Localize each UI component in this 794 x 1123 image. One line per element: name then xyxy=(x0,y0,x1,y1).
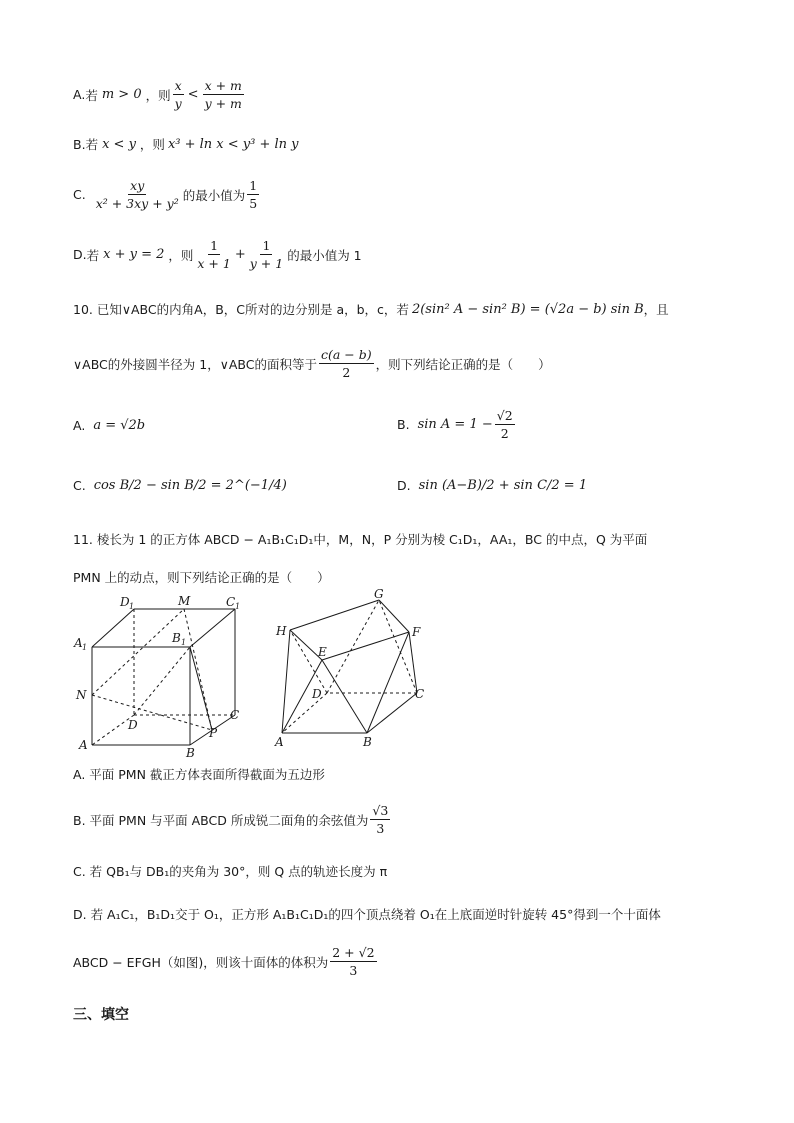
q11-stem-line1 xyxy=(73,530,647,548)
fraction-x-over-y xyxy=(173,78,184,111)
fraction-numerator: 2 + √2 xyxy=(332,945,375,960)
fraction-numerator: xy xyxy=(130,178,145,193)
option-text: B. 平面 PMN 与平面 ABCD 所成锐二面角的余弦值为 xyxy=(73,812,369,828)
label-a: A xyxy=(275,735,284,749)
label-d1: D xyxy=(120,595,130,609)
fraction-numerator: 1 xyxy=(210,238,219,253)
option-label: B. xyxy=(397,417,410,432)
cube-figure xyxy=(72,595,252,760)
fraction-denominator: 2 xyxy=(500,426,509,441)
segment-nm xyxy=(92,609,187,695)
label-m: M xyxy=(178,595,191,608)
label-h: H xyxy=(276,624,287,638)
option-text: A. 平面 PMN 截正方体表面所得截面为五边形 xyxy=(73,767,325,782)
math-expression: a = √2b xyxy=(93,418,146,433)
segment-np xyxy=(92,695,212,730)
label-b: B xyxy=(186,746,195,760)
q11-option-a xyxy=(73,765,325,783)
option-text: 的最小值为 xyxy=(182,187,246,203)
math-operator: + xyxy=(234,247,246,262)
edge-fe xyxy=(322,632,409,660)
q9-option-d xyxy=(73,238,362,271)
math-expression: x³ + ln x < y³ + ln y xyxy=(167,136,299,152)
fraction-1-over-y1 xyxy=(248,238,285,271)
option-text: D. 若 A₁C₁，B₁D₁交于 O₁，正方形 A₁B₁C₁D₁的四个顶点绕着 O₁在上底面逆时针旋转 45°得到一个十面体 xyxy=(73,907,661,922)
edge-hg xyxy=(290,600,379,630)
label-e: E xyxy=(318,645,327,659)
q10-option-a xyxy=(73,418,145,433)
edge-b1c1 xyxy=(190,609,235,647)
fraction-numerator: x + m xyxy=(204,78,242,93)
q10-stem-line2 xyxy=(73,347,551,380)
fraction-numerator: x xyxy=(174,78,182,93)
option-label: A. xyxy=(73,87,86,102)
question-text: PMN 上的动点，则下列结论正确的是（ ） xyxy=(73,570,330,585)
label-c: C xyxy=(415,687,425,701)
fraction-sqrt3-over-3 xyxy=(370,803,390,836)
label-p: P xyxy=(209,726,218,740)
label-sub: 1 xyxy=(235,602,241,611)
question-text: ，则下列结论正确的是（ ） xyxy=(375,356,551,372)
section-heading-fill-in: 三、填空 xyxy=(73,1007,129,1023)
segment-mp xyxy=(184,609,212,730)
math-expression: sin A = 1 − xyxy=(417,417,493,432)
math-condition: x + y = 2 xyxy=(103,247,165,262)
fraction-numerator: 1 xyxy=(262,238,271,253)
math-condition: m > 0 xyxy=(101,87,142,102)
fraction-denominator: 3 xyxy=(349,963,358,978)
segment-b1p xyxy=(190,647,212,730)
decahedron-figure xyxy=(272,588,442,753)
fraction-denominator: 5 xyxy=(249,196,258,211)
label-sub: 1 xyxy=(129,602,135,611)
q11-stem-line2 xyxy=(73,568,330,586)
fraction-xy-expression xyxy=(94,178,181,211)
question-text: ，且 xyxy=(643,302,669,317)
edge-dg xyxy=(327,600,379,693)
option-label: D. xyxy=(73,247,87,262)
option-text: 若 xyxy=(86,247,100,263)
q9-option-a xyxy=(73,78,246,111)
option-text: 的最小值为 1 xyxy=(287,247,362,263)
label-d: D xyxy=(128,718,138,732)
fraction-numerator: √2 xyxy=(496,408,513,423)
fraction-area xyxy=(319,347,374,380)
edge-bc xyxy=(367,693,417,733)
option-text: C. 若 QB₁与 DB₁的夹角为 30°，则 Q 点的轨迹长度为 π xyxy=(73,864,388,879)
math-operator: < xyxy=(187,87,199,102)
label-c: C xyxy=(230,708,240,722)
fraction-1-over-x1 xyxy=(195,238,232,271)
option-text: ，则 xyxy=(139,137,165,152)
q11-option-d-line2 xyxy=(73,945,379,978)
q9-option-c xyxy=(73,178,261,211)
label-sub: 1 xyxy=(181,638,187,647)
edge-a1d1 xyxy=(92,609,134,647)
edge-ah xyxy=(282,630,290,733)
q9-option-b xyxy=(73,135,299,153)
q10-option-d xyxy=(397,478,587,493)
math-equation: 2(sin² A − sin² B) = (√2a − b) sin B xyxy=(411,301,644,317)
label-f: F xyxy=(412,625,421,639)
label-a1: A xyxy=(74,636,83,650)
edge-bf xyxy=(367,632,409,733)
fraction-denominator: y + 1 xyxy=(249,256,284,271)
fraction-numerator: √3 xyxy=(372,803,389,818)
fraction-sqrt2-over-2 xyxy=(495,408,515,441)
label-d: D xyxy=(312,687,322,701)
math-expression: sin (A−B)/2 + sin C/2 = 1 xyxy=(418,478,588,493)
question-text: 10. 已知∨ABC的内角A，B，C所对的边分别是 a，b，c，若 xyxy=(73,302,409,317)
fraction-denominator: 2 xyxy=(342,365,351,380)
q11-option-d-line1 xyxy=(73,905,661,923)
fraction-volume xyxy=(330,945,376,978)
question-text: ∨ABC的外接圆半径为 1，∨ABC的面积等于 xyxy=(73,356,317,372)
q10-option-c xyxy=(73,478,287,493)
edge-gf xyxy=(379,600,409,632)
label-n: N xyxy=(76,688,87,702)
fraction-denominator: 3 xyxy=(376,821,385,836)
fraction-denominator: y + m xyxy=(204,96,242,111)
option-text: 若 xyxy=(85,137,99,152)
label-g: G xyxy=(374,588,384,601)
option-label: C. xyxy=(73,187,86,202)
option-text: ABCD − EFGH（如图)，则该十面体的体积为 xyxy=(73,954,329,970)
option-label: C. xyxy=(73,478,86,493)
math-expression: cos B/2 − sin B/2 = 2^(−1/4) xyxy=(93,478,287,493)
segment-db1 xyxy=(134,647,190,715)
label-b: B xyxy=(363,735,372,749)
label-sub: 1 xyxy=(82,643,88,652)
option-label: D. xyxy=(397,478,411,493)
fraction-denominator: y xyxy=(174,96,182,111)
question-text: 11. 棱长为 1 的正方体 ABCD − A₁B₁C₁D₁中，M，N，P 分别为棱 C₁D₁，AA₁，BC 的中点，Q 为平面 xyxy=(73,532,648,547)
fraction-denominator: x² + 3xy + y² xyxy=(95,196,179,211)
label-b1: B xyxy=(172,631,181,645)
label-a: A xyxy=(79,738,88,752)
option-label: B. xyxy=(73,136,86,152)
q10-stem-line1 xyxy=(73,300,669,318)
q11-option-b xyxy=(73,803,392,836)
option-text: ，则 xyxy=(168,247,194,263)
option-label: A. xyxy=(73,418,86,433)
fraction-one-fifth xyxy=(247,178,259,211)
edge-cf xyxy=(409,632,417,693)
option-text: 若 xyxy=(85,87,98,103)
fraction-denominator: x + 1 xyxy=(197,256,231,271)
edge-be xyxy=(322,660,367,733)
label-c1: C xyxy=(226,595,236,609)
fraction-numerator: 1 xyxy=(249,178,258,193)
option-text: ，则 xyxy=(145,87,171,103)
math-condition: x < y xyxy=(102,136,136,152)
fraction-xm-over-ym xyxy=(203,78,244,111)
q11-option-c xyxy=(73,862,387,880)
fraction-numerator: c(a − b) xyxy=(321,347,372,362)
q10-option-b xyxy=(397,408,517,441)
